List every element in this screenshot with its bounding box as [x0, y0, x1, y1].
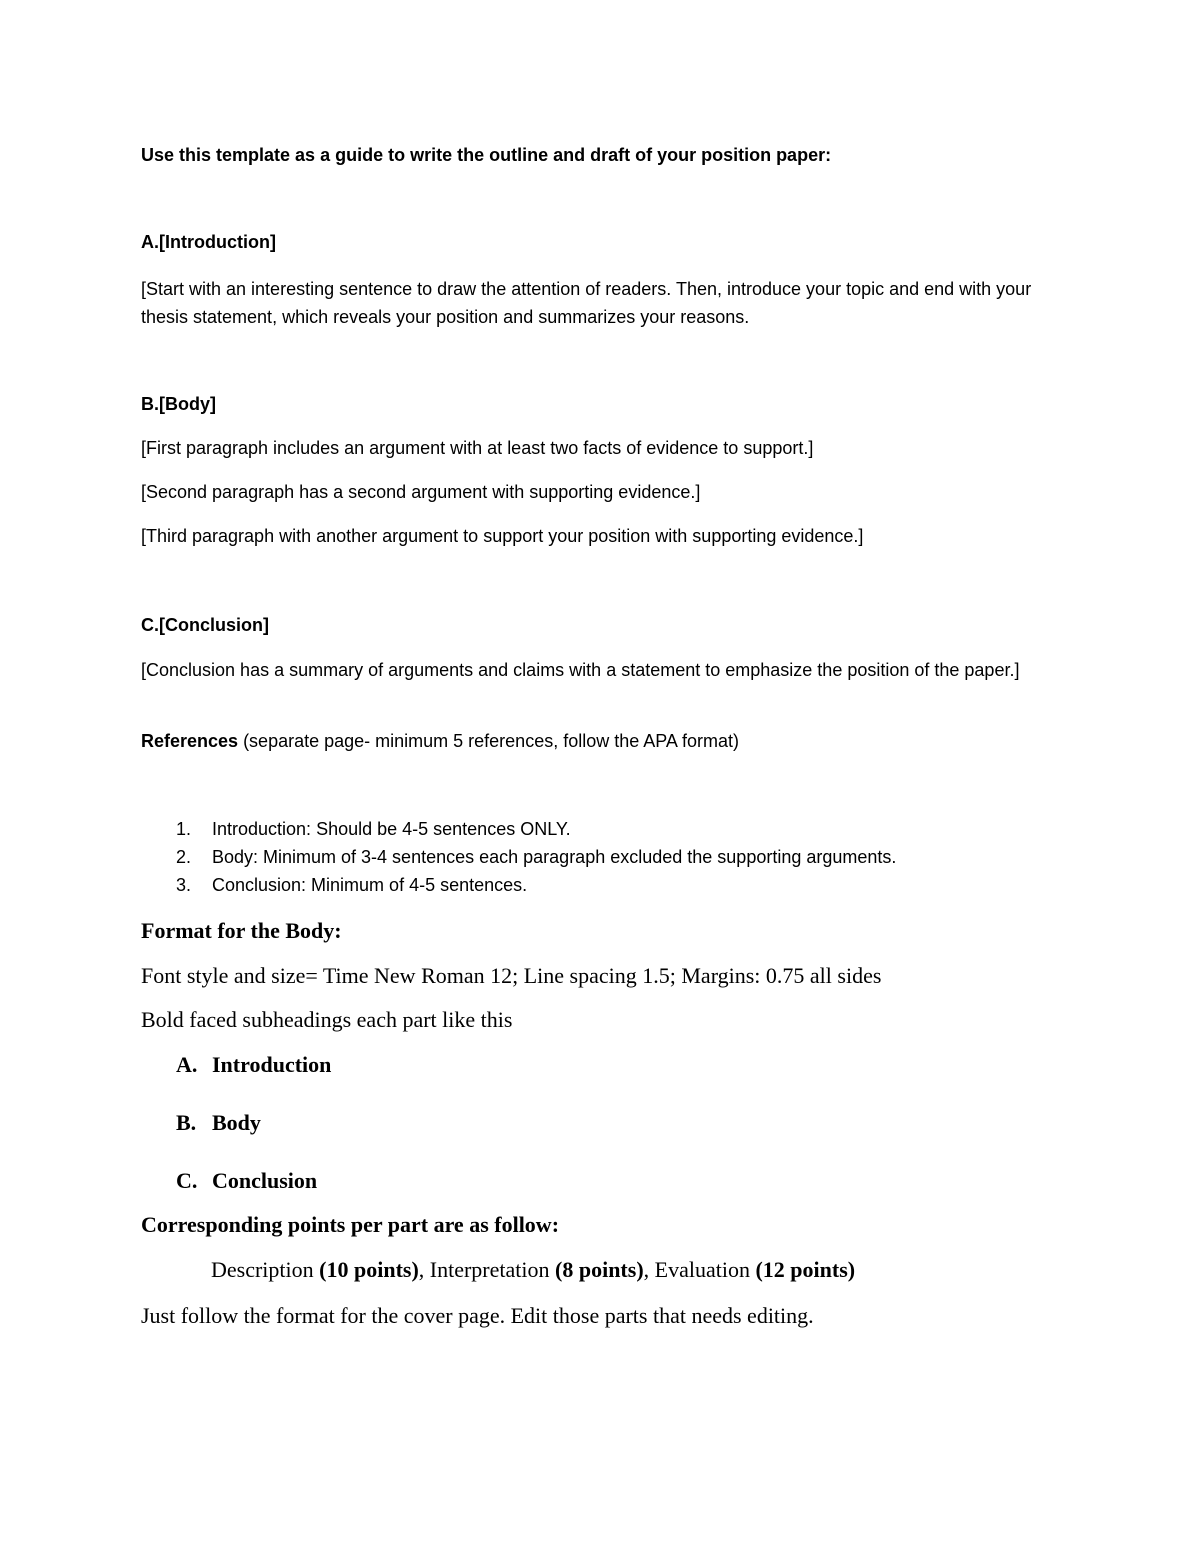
font-line: Font style and size= Time New Roman 12; Line spacing 1.5; Margins: 0.75 all sides — [141, 963, 882, 988]
points-heading: Corresponding points per part are as follow: — [141, 1212, 560, 1237]
section-b-heading: B.[Body] — [141, 394, 216, 414]
closing-line: Just follow the format for the cover page. Edit those parts that needs editing. — [141, 1303, 814, 1328]
format-heading: Format for the Body: — [141, 918, 342, 943]
body-paragraph-3: [Third paragraph with another argument to support your position with supporting evidence.] — [141, 526, 864, 546]
section-a-heading: A.[Introduction] — [141, 232, 276, 252]
section-a-text: [Start with an interesting sentence to draw the attention of readers. Then, introduce your topic and end with your thesis statement, which reveals your position and summarizes your reasons. — [141, 279, 1032, 327]
subheading-line: Bold faced subheadings each part like this — [141, 1007, 513, 1032]
points-line: Description (10 points), Interpretation (8 points), Evaluation (12 points) — [211, 1257, 856, 1282]
section-c-text: [Conclusion has a summary of arguments and claims with a statement to emphasize the position of the paper.] — [141, 660, 1020, 680]
body-paragraph-2: [Second paragraph has a second argument with supporting evidence.] — [141, 482, 701, 502]
requirements-list: 1. Introduction: Should be 4-5 sentences ONLY. 2. Body: Minimum of 3-4 sentences each paragraph excluded the supporting arguments. 3. Conclusion: Minimum of 4-5 sentences. — [176, 819, 897, 895]
body-paragraph-1: [First paragraph includes an argument with at least two facts of evidence to support.] — [141, 438, 814, 458]
intro-line: Use this template as a guide to write the outline and draft of your position paper: — [141, 145, 832, 165]
references-line: References (separate page- minimum 5 references, follow the APA format) — [141, 731, 739, 751]
subheading-list: A. Introduction B. Body C. Conclusion — [176, 1052, 332, 1193]
section-c-heading: C.[Conclusion] — [141, 615, 269, 635]
